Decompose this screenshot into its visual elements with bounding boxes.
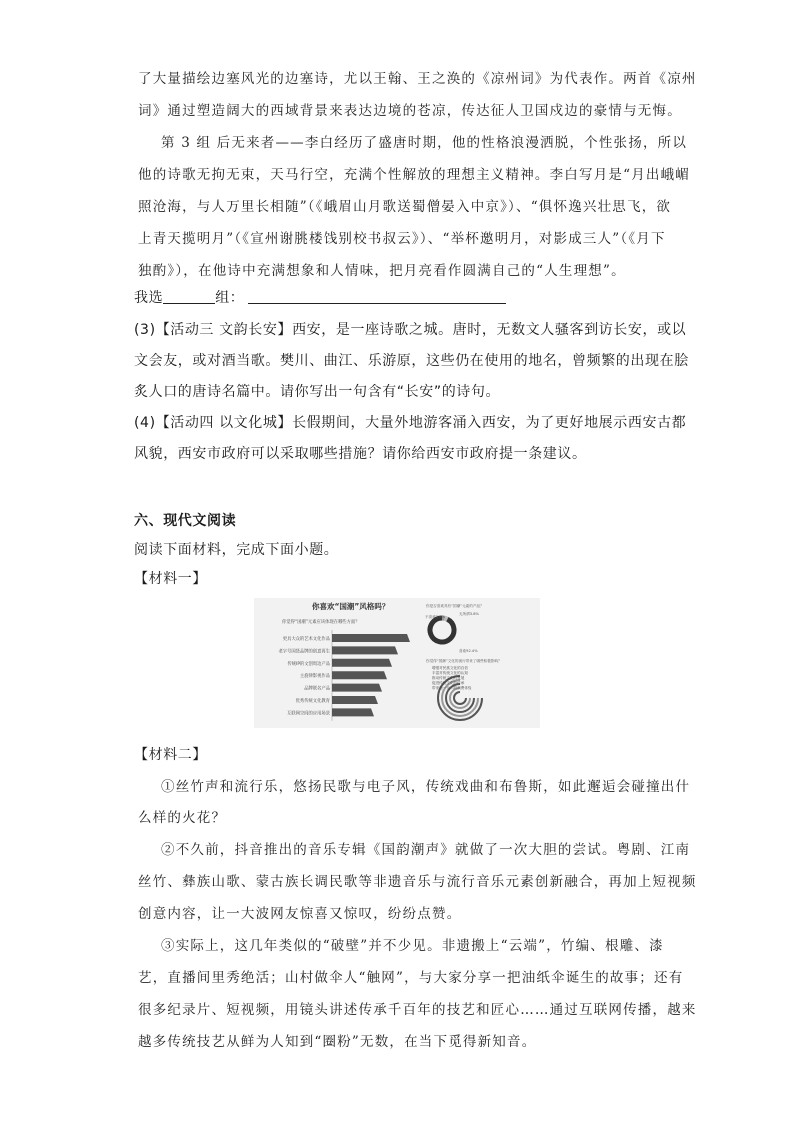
bar	[332, 634, 410, 642]
question-3-line: 文会友，或对酒当歌。樊川、曲江、乐游原，这些仍在使用的地名，曾频繁的出现在脍	[134, 353, 689, 369]
para-line: 创意内容，让一大波网友惊喜又惊叹，纷纷点赞。	[138, 906, 462, 922]
para-line: 独酌》），在他诗中充满想象和人情味，把月亮看作圆满自己的“人生理想”。	[138, 263, 626, 279]
ring-title: 你觉得“国潮”文化的流行带来了哪些积极影响？	[426, 659, 502, 663]
bar	[332, 696, 378, 704]
chart-subtitle: 你觉得“国潮”元素应该体现在哪些方面？	[282, 620, 360, 625]
bar	[332, 684, 382, 692]
bar-category-label: 优秀传统文化教育	[295, 699, 330, 704]
choose-prefix: 我选	[134, 290, 164, 306]
question-4-line: 风貌，西安市政府可以采取哪些措施？请你给西安市政府提一条建议。	[134, 446, 587, 462]
ring-label: 促进传统文化的传承	[432, 681, 465, 685]
para-line: 了大量描绘边塞风光的边塞诗，尤以王翰、王之涣的《凉州词》为代表作。两首《凉州	[138, 71, 697, 87]
para-line: 很多纪录片、短视频，用镜头讲述传承千百年的技艺和匠心……通过互联网传播，越来	[138, 1002, 697, 1018]
pie-slice	[430, 618, 454, 642]
bar-category-label: 主旋律影视作品	[299, 674, 330, 680]
pie-slice	[445, 618, 448, 619]
para-line: 他的诗歌无拘无束，天马行空，充满个性解放的理想主义精神。李白写月是“月出峨嵋	[138, 167, 691, 183]
section-heading: 六、现代文阅读	[134, 513, 237, 529]
bar	[332, 708, 374, 716]
question-4-line: (4)【活动四 以文化城】长假期间，大量外地游客涌入西安，为了更好地展示西安古都	[134, 415, 687, 431]
para-line: 照沧海，与人万里长相随”（《峨眉山月歌送蜀僧晏入中京》）、“俱怀逸兴壮思飞，欲	[138, 199, 672, 215]
survey-chart	[254, 598, 540, 728]
choose-group-line	[134, 287, 506, 307]
survey-chart-svg	[254, 598, 540, 728]
para-line: ①丝竹声和流行乐，悠扬民歌与电子风，传统戏曲和布鲁斯，如此邂逅会碰撞出什	[161, 779, 691, 795]
question-3-line: (3)【活动三 文韵长安】西安，是一座诗歌之城。唐时，无数文人骚客到访长安，或以	[134, 322, 687, 338]
question-3-line: 炙人口的唐诗名篇中。请你写出一句含有“长安”的诗句。	[134, 384, 501, 400]
instruction-text: 阅读下面材料，完成下面小题。	[134, 542, 339, 558]
para-line: 词》通过塑造阔大的西域背景来表达边境的苍凉，传达征人卫国戍边的豪情与无悔。	[138, 103, 682, 119]
para-line: ③实际上，这几年类似的“破壁”并不少见。非遗搬上“云端”，竹编、根雕、漆	[161, 938, 664, 954]
bar-category-label: 老字号国货品牌的创意再生	[278, 649, 330, 655]
para-line: 么样的火花？	[138, 810, 227, 826]
bar-category-label: 传统IP的文创周边产品	[287, 661, 330, 667]
ring-label: 推动传统文化的发展	[432, 676, 465, 680]
bar-category-label: 品牌联名产品	[304, 686, 330, 692]
material-1-label: 【材料一】	[134, 571, 207, 587]
ring-label: 带来独一无二的消费体验	[432, 686, 472, 690]
para-line: 丝竹、彝族山歌、蒙古族长调民歌等非遗音乐与流行音乐元素创新融合，再加上短视频	[138, 874, 697, 890]
ring-label: 丰富对传统文化的认知	[432, 671, 468, 675]
para-line: 第 3 组 后无来者——李白经历了盛唐时期，他的性格浪漫洒脱，个性张扬，所以	[161, 135, 688, 151]
pie-label: 喜欢92.4%	[459, 649, 478, 653]
para-line: 越多传统技艺从鲜为人知到“圈粉”无数，在当下觅得新知音。	[138, 1034, 537, 1050]
para-line: 艺，直播间里秀绝活；山村做伞人“触网”，与大家分享一把油纸伞诞生的故事；还有	[138, 970, 684, 986]
bar	[332, 659, 392, 667]
bar-category-label: 互联网空间的应用场景	[287, 711, 330, 717]
pie-label: 不喜欢3.6%	[425, 615, 445, 619]
choose-mid: 组：	[215, 290, 245, 306]
group-number-blank[interactable]	[163, 289, 215, 304]
bar-category-label: 更具大众的艺术文化作品	[282, 637, 330, 642]
para-line: ②不久前，抖音推出的音乐专辑《国韵潮声》就做了一次大胆的尝试。粤剧、江南	[161, 842, 691, 858]
answer-blank[interactable]	[248, 289, 506, 304]
pie-title: 你是否喜欢具有“国潮”元素的产品？	[426, 604, 484, 608]
para-line: 上青天揽明月”（《宣州谢朓楼饯别校书叔云》）、“举杯邀明月，对影成三人”（《月下	[138, 231, 666, 247]
material-2-label: 【材料二】	[134, 747, 207, 763]
pie-label: 无所谓3.8%	[459, 612, 479, 616]
bar	[332, 671, 387, 679]
chart-title: 你喜欢“国潮”风格吗？	[312, 602, 390, 611]
bar	[332, 646, 398, 654]
ring-label: 增强对民族文化的自信	[432, 666, 468, 670]
